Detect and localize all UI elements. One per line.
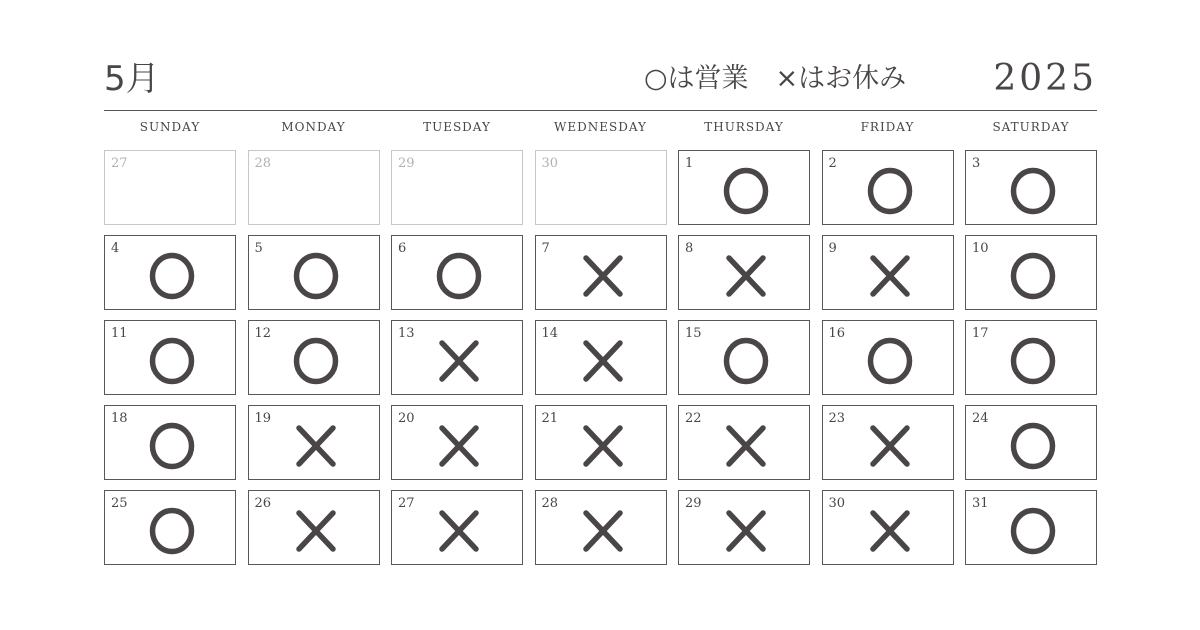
closed-cross-icon xyxy=(723,505,769,555)
day-cell xyxy=(248,150,380,225)
closed-cross-icon xyxy=(580,505,626,555)
day-number: 29 xyxy=(398,156,415,171)
open-circle-icon xyxy=(436,250,482,300)
closed-cross-icon xyxy=(293,420,339,470)
weekday-label: FRIDAY xyxy=(860,120,915,134)
day-number: 1 xyxy=(685,156,694,171)
day-cell xyxy=(391,490,523,565)
day-cell xyxy=(391,405,523,480)
open-circle-icon xyxy=(149,335,195,385)
day-cell xyxy=(535,405,667,480)
closed-cross-icon xyxy=(867,250,913,300)
weekday-label: SATURDAY xyxy=(992,120,1070,134)
day-cell xyxy=(678,235,810,310)
day-number: 18 xyxy=(111,411,128,426)
day-number: 11 xyxy=(111,326,128,341)
closed-cross-icon xyxy=(723,420,769,470)
day-number: 22 xyxy=(685,411,702,426)
day-number: 28 xyxy=(541,496,559,511)
day-cell xyxy=(965,235,1097,310)
weekday-label: TUESDAY xyxy=(423,120,491,134)
day-number: 24 xyxy=(972,411,989,426)
day-number: 31 xyxy=(972,496,989,511)
day-cell xyxy=(535,320,667,395)
open-circle-icon xyxy=(1010,165,1056,215)
open-circle-icon xyxy=(867,165,913,215)
weekday-label: WEDNESDAY xyxy=(554,120,647,134)
open-circle-icon xyxy=(1010,505,1056,555)
day-number: 25 xyxy=(111,496,128,511)
weekday-label: THURSDAY xyxy=(704,120,784,134)
day-cell xyxy=(391,150,523,225)
day-number: 26 xyxy=(254,496,272,511)
day-cell xyxy=(965,490,1097,565)
day-cell xyxy=(678,150,810,225)
weekday-label: MONDAY xyxy=(281,120,346,134)
closed-cross-icon xyxy=(436,420,482,470)
day-cell xyxy=(678,490,810,565)
day-number: 17 xyxy=(972,326,989,341)
day-number: 14 xyxy=(541,326,559,341)
day-number: 6 xyxy=(398,241,407,256)
day-number: 30 xyxy=(541,156,559,171)
day-number: 20 xyxy=(398,411,415,426)
open-circle-icon xyxy=(723,335,769,385)
day-cell xyxy=(104,490,236,565)
day-cell xyxy=(965,320,1097,395)
closed-cross-icon xyxy=(723,250,769,300)
day-cell xyxy=(822,320,954,395)
day-cell xyxy=(391,320,523,395)
closed-cross-icon xyxy=(293,505,339,555)
closed-cross-icon xyxy=(867,420,913,470)
month-title: 5月 xyxy=(104,59,160,99)
open-circle-icon xyxy=(1010,420,1056,470)
day-number: 16 xyxy=(828,326,846,341)
day-cell xyxy=(248,320,380,395)
day-cell xyxy=(104,150,236,225)
day-cell xyxy=(822,405,954,480)
day-number: 27 xyxy=(111,156,128,171)
day-cell xyxy=(535,235,667,310)
day-number: 12 xyxy=(254,326,272,341)
calendar-header xyxy=(104,56,1097,106)
open-circle-icon xyxy=(149,250,195,300)
closed-cross-icon xyxy=(580,335,626,385)
closed-cross-icon xyxy=(580,420,626,470)
closed-cross-icon xyxy=(436,335,482,385)
day-number: 8 xyxy=(685,241,694,256)
legend-text: ○は営業 ×はお休み xyxy=(644,63,907,94)
open-circle-icon xyxy=(867,335,913,385)
day-cell xyxy=(391,235,523,310)
day-cell xyxy=(535,490,667,565)
header-divider xyxy=(104,110,1097,111)
day-cell xyxy=(104,405,236,480)
day-number: 15 xyxy=(685,326,702,341)
day-number: 28 xyxy=(254,156,272,171)
open-circle-icon xyxy=(293,335,339,385)
day-number: 4 xyxy=(111,241,120,256)
day-cell xyxy=(965,405,1097,480)
day-number: 2 xyxy=(828,156,837,171)
weekday-header-row xyxy=(104,120,1097,138)
open-circle-icon xyxy=(723,165,769,215)
day-cell xyxy=(822,490,954,565)
day-cell xyxy=(965,150,1097,225)
closed-cross-icon xyxy=(867,505,913,555)
day-number: 10 xyxy=(972,241,989,256)
day-cell xyxy=(248,490,380,565)
day-number: 23 xyxy=(828,411,846,426)
day-number: 13 xyxy=(398,326,415,341)
day-cell xyxy=(248,405,380,480)
open-circle-icon xyxy=(293,250,339,300)
day-cell xyxy=(104,235,236,310)
day-number: 7 xyxy=(541,241,550,256)
calendar-grid xyxy=(104,150,1097,565)
day-cell xyxy=(678,320,810,395)
day-cell xyxy=(248,235,380,310)
day-number: 29 xyxy=(685,496,702,511)
day-number: 21 xyxy=(541,411,559,426)
weekday-label: SUNDAY xyxy=(139,120,201,134)
day-number: 3 xyxy=(972,156,981,171)
open-circle-icon xyxy=(149,505,195,555)
day-cell xyxy=(822,235,954,310)
closed-cross-icon xyxy=(436,505,482,555)
day-cell xyxy=(104,320,236,395)
day-number: 27 xyxy=(398,496,415,511)
open-circle-icon xyxy=(1010,250,1056,300)
open-circle-icon xyxy=(149,420,195,470)
day-cell xyxy=(535,150,667,225)
day-cell xyxy=(822,150,954,225)
closed-cross-icon xyxy=(580,250,626,300)
day-number: 19 xyxy=(254,411,272,426)
day-number: 30 xyxy=(828,496,846,511)
day-cell xyxy=(678,405,810,480)
open-circle-icon xyxy=(1010,335,1056,385)
day-number: 5 xyxy=(254,241,263,256)
year-title: 2025 xyxy=(993,58,1097,99)
day-number: 9 xyxy=(828,241,837,256)
